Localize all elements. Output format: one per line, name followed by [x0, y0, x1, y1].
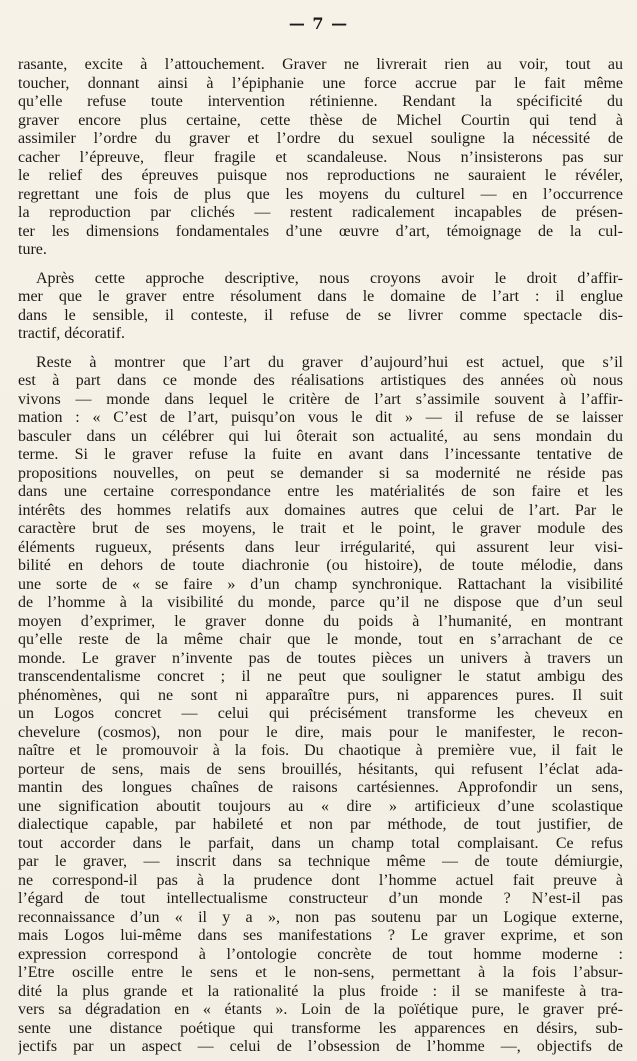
text-line: assimiler l’ordre du graver et l’ordre du sexuel souligne la nécessité de	[18, 130, 623, 147]
text-line: sente une distance poétique qui transforme les apparences en désirs, sub-	[18, 1019, 623, 1037]
text-line: bilité en dehors de toute diachronie (ou histoire), de toute mélodie, dans	[18, 557, 623, 574]
page-body	[18, 56, 623, 1057]
text-line: dité la plus grande et la rationalité la plus froide : il se manifeste à tra-	[18, 982, 623, 1000]
text-line: le relief des épreuves puisque nos reproductions ne sauraient le révéler,	[18, 167, 623, 184]
text-line: vers sa dégradation en « étants ». Loin de la poïétique pure, le graver pré-	[18, 1001, 623, 1018]
text-line: jectifs par un aspect — celui de l’obsession de l’homme —, objectifs de	[18, 1038, 623, 1055]
text-line: cacher l’épreuve, fleur fragile et scandaleuse. Nous n’insisterons pas sur	[18, 148, 623, 166]
text-line: caractère brut de ses moyens, le trait et le point, le graver module des	[18, 520, 623, 537]
text-line: ter les dimensions fondamentales d’une œuvre d’art, témoignage de la cul-	[18, 222, 623, 240]
text-line: mais Logos lui-même dans ses manifestations ? Le graver exprime, et son	[18, 927, 623, 944]
text-line: est à part dans ce monde des réalisations artistiques des années où nous	[18, 372, 623, 389]
text-line: porteur de sens, mais de sens brouillés, hésitants, qui refusent l’éclat ada-	[18, 760, 623, 778]
text-line: un Logos concret — celui qui précisément transforme les cheveux en	[18, 705, 623, 722]
text-line: dans le sensible, il conteste, il refuse de se livrer comme spectacle dis-	[18, 306, 623, 324]
text-line: reconnaissance d’un « il y a », non pas soutenu par un Logique externe,	[18, 908, 623, 926]
text-line: mation : « C’est de l’art, puisqu’on vous le dit » — il refuse de se laisser	[18, 409, 623, 426]
text-line: naître et le promouvoir à la fois. Du chaotique à première vue, il fait le	[18, 742, 623, 759]
text-line: propositions nouvelles, on peut se demander si sa modernité ne réside pas	[18, 464, 623, 482]
text-line: transcendentalisme concret ; il ne peut que souligner le statut ambigu des	[18, 668, 623, 685]
text-line: moyen d’exprimer, le graver donne du poids à l’humanité, en montrant	[18, 612, 623, 630]
text-line: Après cette approche descriptive, nous croyons avoir le droit d’affir-	[36, 269, 623, 287]
text-line: Reste à montrer que l’art du graver d’aujourd’hui est actuel, que s’il	[36, 353, 623, 371]
text-line: mantin des longues chaînes de raisons cartésiennes. Approfondir un sens,	[18, 779, 623, 796]
text-line: par le graver, — inscrit dans sa technique même — de toute démiurgie,	[18, 853, 623, 870]
text-line: regrettant une fois de plus que les moyens du culturel — en l’occurrence	[18, 185, 623, 203]
text-line: toucher, donnant ainsi à l’épiphanie une force accrue par le fait même	[18, 74, 623, 92]
text-line: phénomènes, qui ne sont ni apparaître purs, ni apparences pures. Il suit	[18, 686, 623, 704]
text-line: éléments rugueux, présents dans leur irrégularité, qui assurent leur visi-	[18, 538, 623, 556]
text-line: graver encore plus certaine, cette thèse de Michel Courtin qui tend à	[18, 111, 623, 129]
text-line: de l’homme à la visibilité du monde, parce qu’il ne dispose que d’un seul	[18, 594, 623, 611]
text-line: tractif, décoratif.	[18, 325, 126, 342]
text-line: mer que le graver entre résolument dans le domaine de l’art : il englue	[18, 288, 623, 305]
text-line: vivons — monde dans lequel le critère de l’art s’assimile souvent à l’affir-	[18, 390, 623, 408]
text-line: dialectique capable, par habileté et non par méthode, de tout justifier, de	[18, 816, 623, 833]
text-line: ne correspond-il pas à la prudence dont l’homme actuel fait preuve à	[18, 871, 623, 889]
text-line: expression correspond à l’ontologie concrète de tout homme moderne :	[18, 945, 623, 963]
text-line: la reproduction par clichés — restent radicalement incapables de présen-	[18, 204, 623, 221]
page-number: — 7 —	[288, 14, 349, 33]
text-line: qu’elle reste de la même chair que le monde, tout en s’arrachant de ce	[18, 631, 623, 648]
paragraph-2	[18, 270, 623, 344]
text-line: une sorte de « se faire » d’un champ synchronique. Rattachant la visibilité	[18, 575, 623, 593]
paragraph-3	[18, 354, 623, 1057]
text-line: une signification aboutit toujours au « dire » artificieux d’une scolastique	[18, 797, 623, 815]
text-line: intérêts des hommes relatifs aux domaines autres que celui de l’art. Par le	[18, 501, 623, 519]
text-line: terme. Si le graver refuse la fuite en avant dans l’incessante tentative de	[18, 446, 623, 463]
text-line: dans une certaine correspondance entre les matérialités de son faire et les	[18, 483, 623, 500]
text-line: l’Etre oscille entre le sens et le non-sens, permettant à la fois l’absur-	[18, 964, 623, 981]
text-line: rasante, excite à l’attouchement. Graver ne livrerait rien au voir, tout au	[18, 56, 623, 73]
text-line: chevelure (cosmos), non pour le dire, mais pour le manifester, le recon-	[18, 723, 623, 741]
text-line: monde. Le graver n’invente pas de toutes pièces un univers à travers un	[18, 649, 623, 667]
paragraph-1	[18, 56, 623, 260]
text-line: ture.	[18, 241, 47, 258]
text-line: basculer dans un célébrer qui lui ôterait son actualité, au sens mondain du	[18, 427, 623, 445]
text-line: l’égard de tout intellectualisme constructeur d’un monde ? N’est-il pas	[18, 890, 623, 907]
text-line: tout accorder dans le parfait, dans un champ total complaisant. Ce refus	[18, 834, 623, 852]
text-line: qu’elle refuse toute intervention rétinienne. Rendant la spécificité du	[18, 93, 623, 110]
